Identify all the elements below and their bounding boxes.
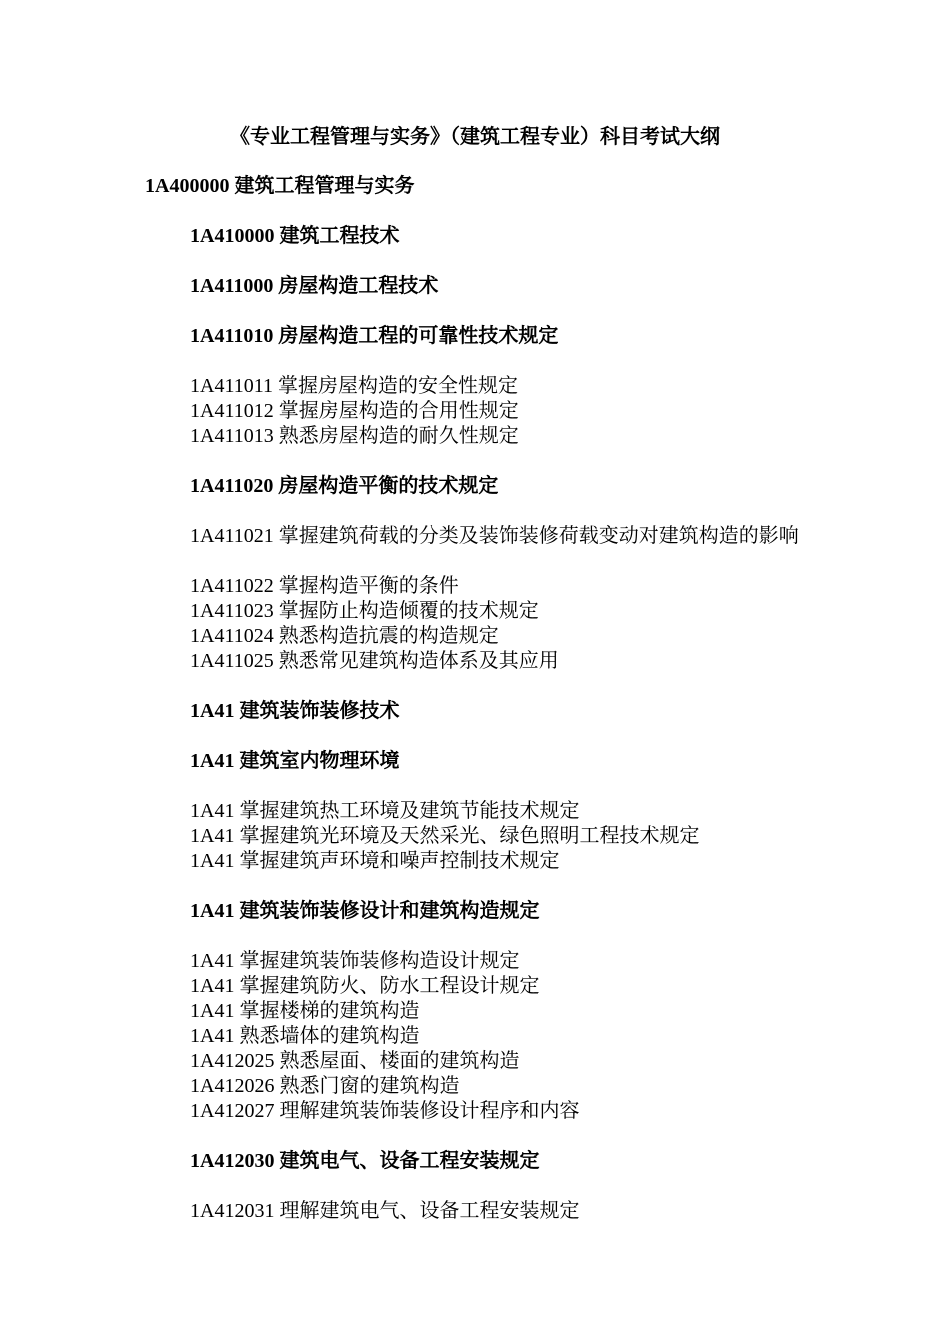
heading-level-3: 1A41 建筑室内物理环境 <box>190 750 400 772</box>
outline-item: 1A412026 熟悉门窗的建筑构造 <box>190 1075 460 1097</box>
heading-level-2: 1A41 建筑装饰装修技术 <box>190 700 400 722</box>
outline-item: 1A41 掌握楼梯的建筑构造 <box>190 1000 420 1022</box>
heading-level-3: 1A41 建筑装饰装修设计和建筑构造规定 <box>190 900 540 922</box>
outline-item: 1A411011 掌握房屋构造的安全性规定 <box>190 375 518 397</box>
outline-item: 1A412025 熟悉屋面、楼面的建筑构造 <box>190 1050 520 1072</box>
outline-item: 1A412027 理解建筑装饰装修设计程序和内容 <box>190 1100 580 1122</box>
outline-item: 1A411013 熟悉房屋构造的耐久性规定 <box>190 425 519 447</box>
outline-item: 1A411025 熟悉常见建筑构造体系及其应用 <box>190 650 559 672</box>
outline-item: 1A41 掌握建筑防火、防水工程设计规定 <box>190 975 540 997</box>
heading-level-0: 1A400000 建筑工程管理与实务 <box>145 175 415 197</box>
outline-item: 1A41 掌握建筑声环境和噪声控制技术规定 <box>190 850 560 872</box>
outline-item: 1A411012 掌握房屋构造的合用性规定 <box>190 400 519 422</box>
outline-item: 1A412031 理解建筑电气、设备工程安装规定 <box>190 1200 580 1222</box>
heading-level-3: 1A411020 房屋构造平衡的技术规定 <box>190 475 499 497</box>
outline-item: 1A411021 掌握建筑荷载的分类及装饰装修荷载变动对建筑构造的影响 <box>190 525 799 547</box>
heading-level-1: 1A410000 建筑工程技术 <box>190 225 400 247</box>
heading-level-2: 1A411000 房屋构造工程技术 <box>190 275 439 297</box>
heading-level-3: 1A412030 建筑电气、设备工程安装规定 <box>190 1150 540 1172</box>
outline-item: 1A411024 熟悉构造抗震的构造规定 <box>190 625 499 647</box>
heading-level-3: 1A411010 房屋构造工程的可靠性技术规定 <box>190 325 559 347</box>
document-title: 《专业工程管理与实务》（建筑工程专业）科目考试大纲 <box>230 126 720 148</box>
outline-item: 1A411023 掌握防止构造倾覆的技术规定 <box>190 600 539 622</box>
outline-item: 1A411022 掌握构造平衡的条件 <box>190 575 459 597</box>
outline-item: 1A41 掌握建筑热工环境及建筑节能技术规定 <box>190 800 580 822</box>
outline-item: 1A41 熟悉墙体的建筑构造 <box>190 1025 420 1047</box>
outline-item: 1A41 掌握建筑光环境及天然采光、绿色照明工程技术规定 <box>190 825 700 847</box>
outline-item: 1A41 掌握建筑装饰装修构造设计规定 <box>190 950 520 972</box>
